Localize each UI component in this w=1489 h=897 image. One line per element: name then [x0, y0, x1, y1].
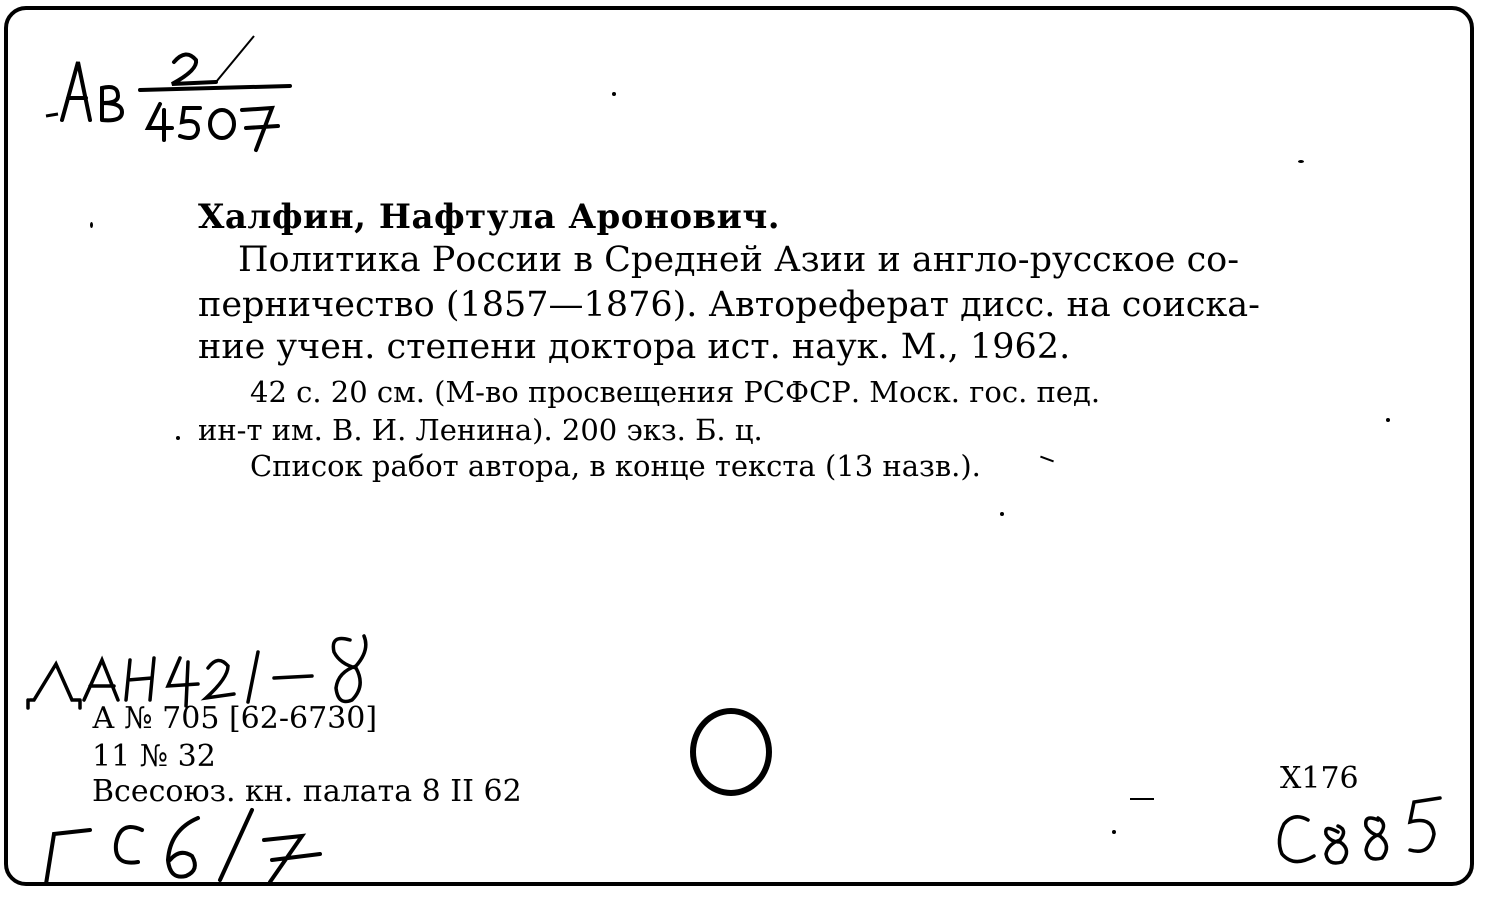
publisher-line: Всесоюз. кн. палата 8 II 62	[92, 774, 522, 809]
classification-code: Х176	[1280, 761, 1359, 796]
physical-description: 42 с. 20 см. (М-во просвещения РСФСР. Моск. гос. пед.	[250, 375, 1101, 409]
storage-code-drawing	[20, 800, 340, 890]
speckle	[612, 92, 616, 96]
title-line-3: ние учен. степени доктора ист. наук. М., 1962.	[198, 327, 1071, 367]
record-number-1: А № 705 [62-6730]	[92, 701, 378, 736]
handwritten-storage-code	[20, 800, 340, 890]
title-line-1: Политика России в Средней Азии и англо-русское со-	[238, 240, 1240, 280]
speckle	[1000, 512, 1004, 516]
bibliography-note: Список работ автора, в конце текста (13 назв.).	[250, 449, 981, 483]
physical-description-cont: ин-т им. В. И. Ленина). 200 экз. Б. ц.	[198, 413, 763, 447]
speckle	[1130, 798, 1154, 800]
handwritten-shelfmark	[40, 40, 300, 160]
handwritten-cipher	[1270, 790, 1460, 870]
handwritten-inventory-code	[20, 630, 380, 710]
cipher-drawing	[1270, 790, 1460, 870]
punch-hole	[690, 708, 772, 796]
title-line-2: перничество (1857—1876). Автореферат дисс. на соиска-	[198, 285, 1260, 325]
speckle	[176, 436, 180, 440]
author-heading: Халфин, Нафтула Аронович.	[198, 197, 781, 237]
speckle	[90, 222, 93, 228]
shelfmark-drawing	[40, 40, 300, 160]
speckle	[1298, 160, 1304, 163]
speckle	[1386, 418, 1390, 422]
inventory-code-drawing	[20, 630, 380, 710]
speckle	[1112, 830, 1116, 834]
record-number-2: 11 № 32	[92, 739, 216, 774]
